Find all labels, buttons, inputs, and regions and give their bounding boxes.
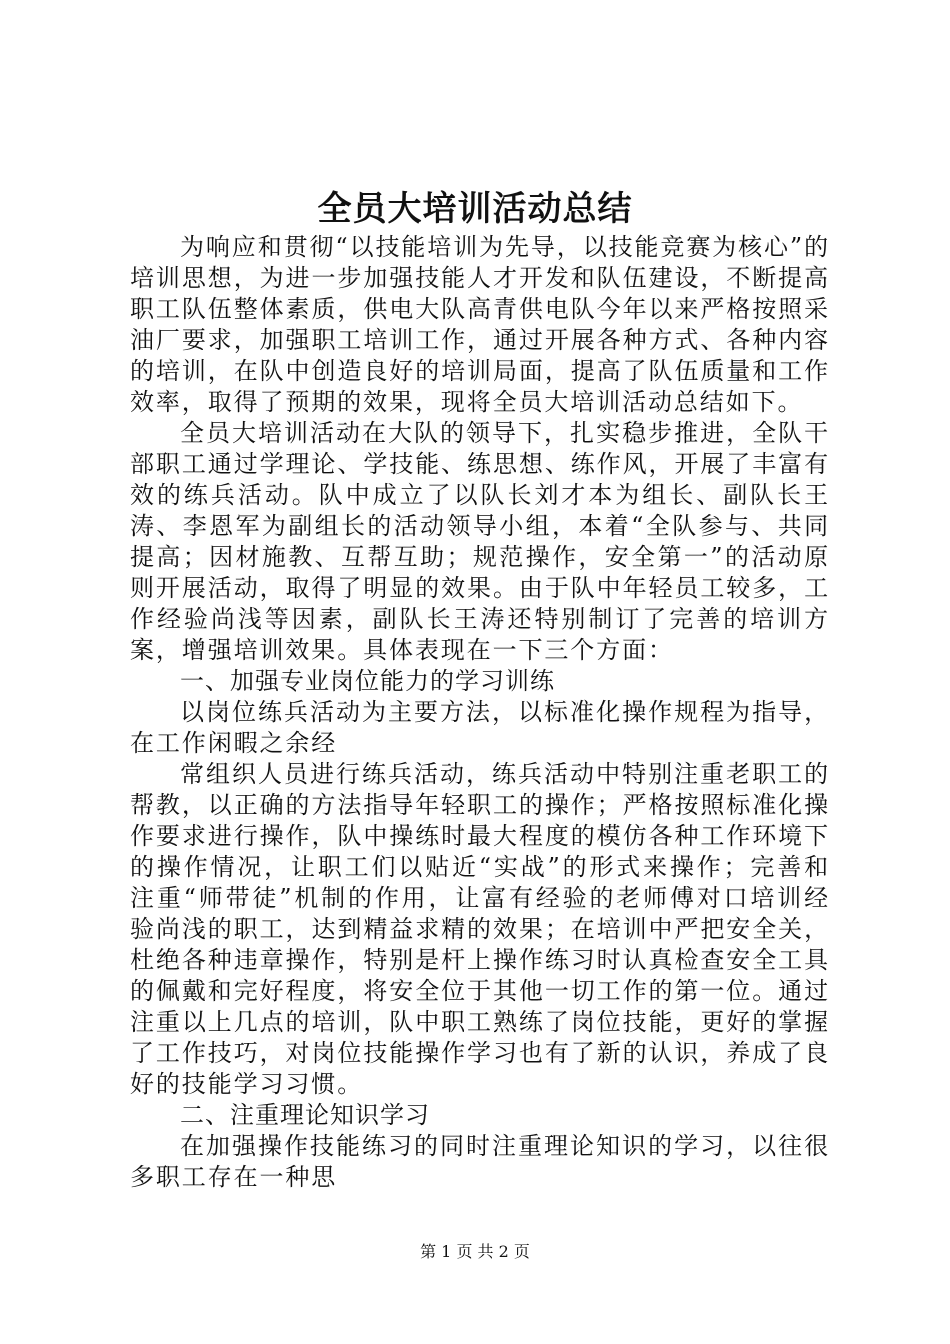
paragraph-section-1-a: 以岗位练兵活动为主要方法，以标准化操作规程为指导，在工作闲暇之余经	[130, 698, 830, 757]
paragraph-intro: 为响应和贯彻“以技能培训为先导，以技能竞赛为核心”的培训思想，为进一步加强技能人才开发和队伍建设，不断提高职工队伍整体素质，供电大队高青供电队今年以来严格按照采油厂要求，加强职工培训工作，通过开展各种方式、各种内容的培训，在队中创造良好的培训局面，提高了队伍质量和工作效率，取得了预期的效果，现将全员大培训活动总结如下。	[130, 233, 830, 416]
paragraph-section-1-b: 常组织人员进行练兵活动，练兵活动中特别注重老职工的帮教，以正确的方法指导年轻职工的操作；严格按照标准化操作要求进行操作，队中操练时最大程度的模仿各种工作环境下的操作情况，让职工们以贴近“实战”的形式来操作；完善和注重“师带徒”机制的作用，让富有经验的老师傅对口培训经验尚浅的职工，达到精益求精的效果；在培训中严把安全关，杜绝各种违章操作，特别是杆上操作练习时认真检查安全工具的佩戴和完好程度，将安全位于其他一切工作的第一位。通过注重以上几点的培训，队中职工熟练了岗位技能，更好的掌握了工作技巧，对岗位技能操作学习也有了新的认识，养成了良好的技能学习习惯。	[130, 760, 830, 1098]
document-title: 全员大培训活动总结	[317, 189, 633, 229]
document-body	[130, 232, 830, 1193]
paragraph-overview: 全员大培训活动在大队的领导下，扎实稳步推进，全队干部职工通过学理论、学技能、练思想、练作风，开展了丰富有效的练兵活动。队中成立了以队长刘才本为组长、副队长王涛、李恩军为副组长的活动领导小组，本着“全队参与、共同提高；因材施教、互帮互助；规范操作，安全第一”的活动原则开展活动，取得了明显的效果。由于队中年轻员工较多，工作经验尚浅等因素，副队长王涛还特别制订了完善的培训方案，增强培训效果。具体表现在一下三个方面：	[130, 419, 830, 664]
paragraph-section-2: 在加强操作技能练习的同时注重理论知识的学习，以往很多职工存在一种思	[130, 1132, 830, 1191]
section-heading-2: 二、注重理论知识学习	[180, 1101, 430, 1129]
page-footer: 第 1 页 共 2 页	[420, 1242, 530, 1261]
section-heading-1: 一、加强专业岗位能力的学习训练	[180, 667, 555, 695]
